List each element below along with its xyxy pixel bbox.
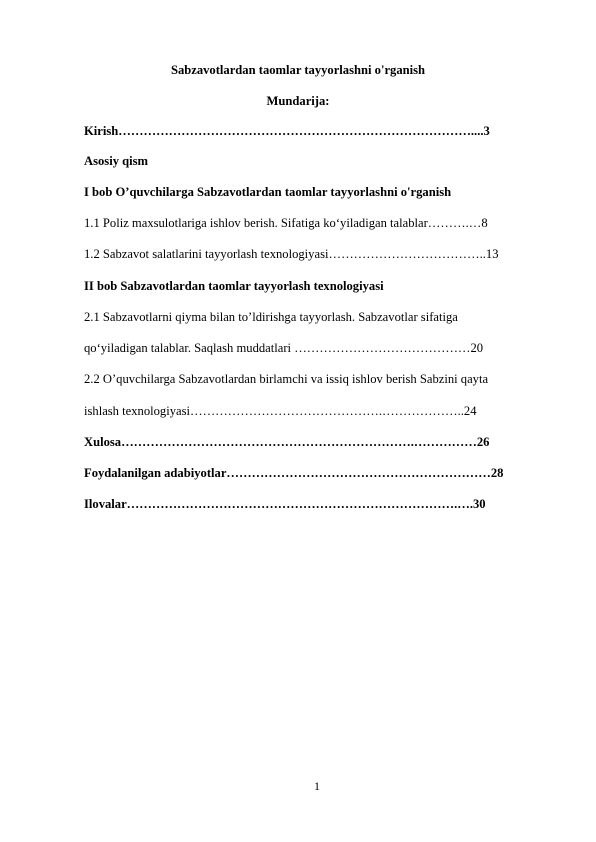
toc-entry-2-2-line-1: 2.2 O’quvchilarga Sabzavotlardan birlamchi va issiq ishlov berish Sabzini qayta <box>84 372 489 386</box>
toc-entry-chapter-1: I bob O’quvchilarga Sabzavotlardan taomlar tayyorlashni o'rganish <box>84 185 452 199</box>
toc-entry-asosiy-qism: Asosiy qism <box>84 154 149 168</box>
toc-entry-2-2-line-2: ishlash texnologiyasi……………………………………….………………..24 <box>84 404 477 418</box>
page-number: 1 <box>314 779 320 793</box>
toc-entry-xulosa: Xulosa…………………………………………………………….……………26 <box>84 435 490 449</box>
toc-entry-1-2: 1.2 Sabzavot salatlarini tayyorlash texnologiyasi………………………………..13 <box>84 247 499 261</box>
toc-entry-1-1: 1.1 Poliz maxsulotlariga ishlov berish. Sifatiga ko‘yiladigan talablar……….…8 <box>84 216 488 230</box>
toc-entry-2-1-line-1: 2.1 Sabzavotlarni qiyma bilan to’ldirishga tayyorlash. Sabzavotlar sifatiga <box>84 310 458 324</box>
toc-entry-chapter-2: II bob Sabzavotlardan taomlar tayyorlash texnologiyasi <box>84 279 384 293</box>
toc-entry-kirish: Kirish…………………………………………………………………………....3 <box>84 124 490 138</box>
toc-entry-adabiyotlar: Foydalanilgan adabiyotlar………………………………………………………28 <box>84 466 504 480</box>
toc-entry-ilovalar: Ilovalar…………………………………………………………………….….30 <box>84 497 486 511</box>
document-title: Sabzavotlardan taomlar tayyorlashni o'rganish <box>170 63 426 77</box>
contents-heading: Mundarija: <box>266 94 330 108</box>
toc-entry-2-1-line-2: qo‘yiladigan talablar. Saqlash muddatlari ……………………………………20 <box>84 341 484 355</box>
